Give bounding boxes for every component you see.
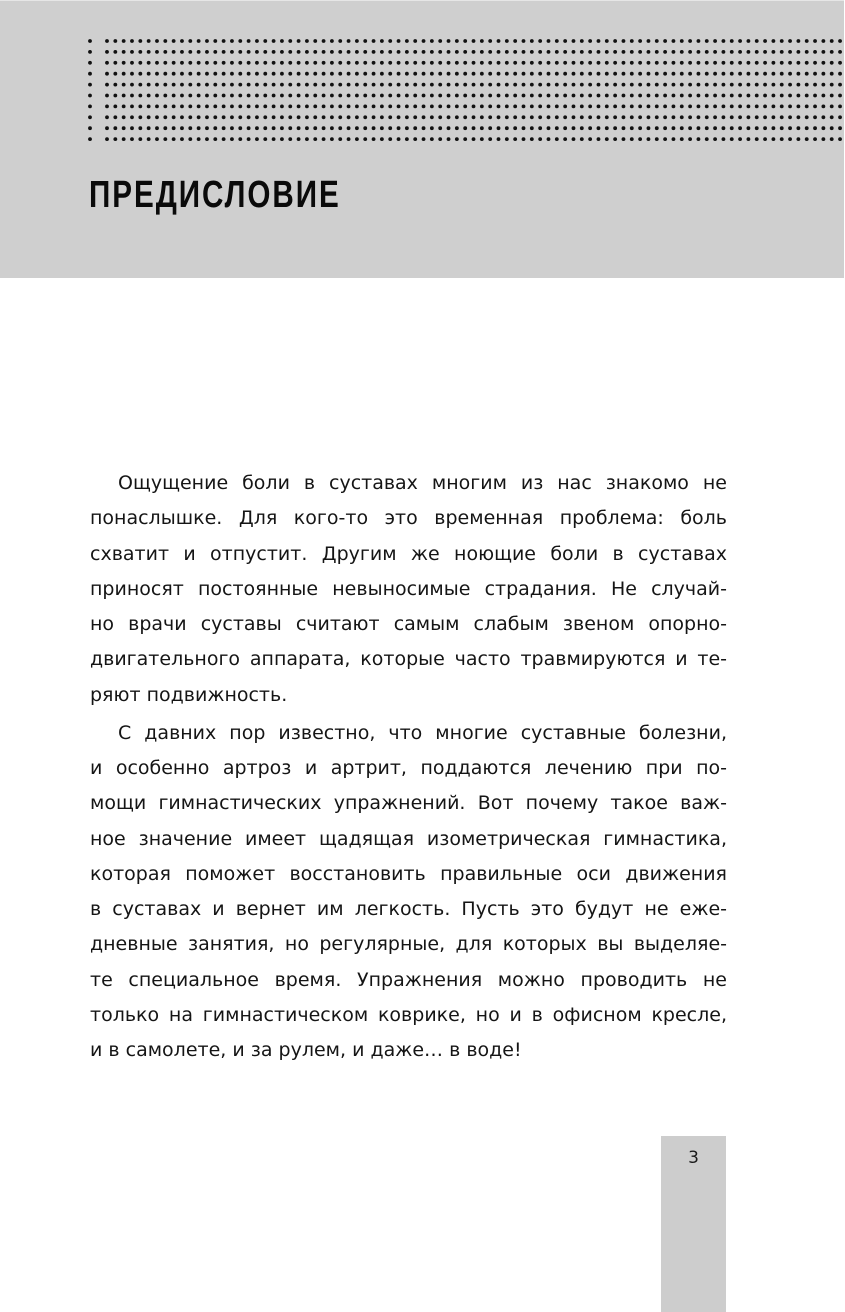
paragraph-1 [90,466,727,713]
text-line: приносят постоянные невыносимые страдания. Не случай- [90,577,727,600]
chapter-header-band [0,0,844,278]
text-line: ное значение имеет щадящая изометрическая гимнастика, [90,827,727,850]
text-line: которая поможет восстановить правильные оси движения [90,862,727,885]
page-number: 3 [688,1148,699,1168]
text-line: и особенно артроз и артрит, поддаются лечению при по- [90,756,727,779]
text-line: но врачи суставы считают самым слабым звеном опорно- [90,613,727,636]
chapter-title: ПРЕДИСЛОВИЕ [89,174,341,216]
text-line: и в самолете, и за рулем, и даже… в воде! [90,1039,522,1062]
text-line: Ощущение боли в суставах многим из нас знакомо не [118,472,727,494]
text-line: схватит и отпустит. Другим же ноющие боли в суставах [90,542,727,565]
paragraph-2 [90,716,727,1069]
text-line: те специальное время. Упражнения можно проводить не [90,968,727,991]
text-line: только на гимнастическом коврике, но и в офисном кресле, [90,1004,727,1027]
text-line: в суставах и вернет им легкость. Пусть это будут не еже- [90,898,727,921]
dot-pattern-decoration [0,1,844,161]
text-line: двигательного аппарата, которые часто травмируются и те- [90,648,727,671]
text-line: ряют подвижность. [90,683,288,706]
text-line: мощи гимнастических упражнений. Вот почему такое важ- [90,792,727,815]
text-line: С давних пор известно, что многие суставные болезни, [118,721,727,744]
body-text [90,466,727,1069]
text-line: понаслышке. Для кого-то это временная проблема: боль [90,507,727,530]
text-line: дневные занятия, но регулярные, для которых вы выделяе- [90,933,727,956]
page-number-tab [661,1136,726,1312]
